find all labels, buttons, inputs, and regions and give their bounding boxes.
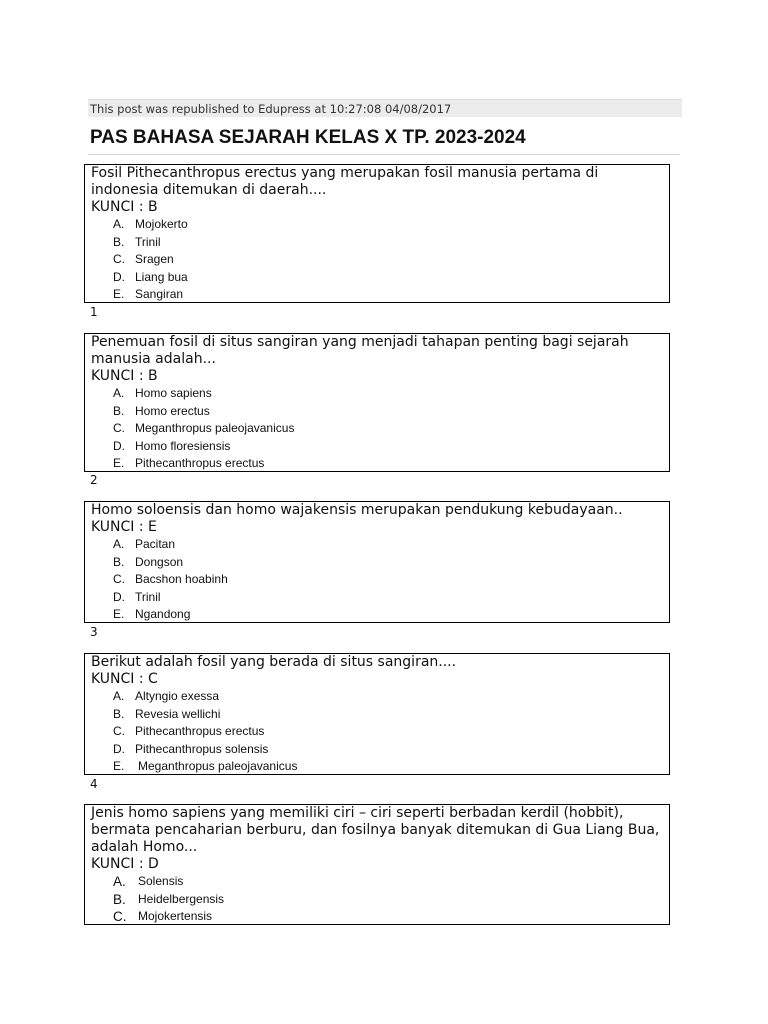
option-text: Solensis xyxy=(138,874,184,888)
option-text: Dongson xyxy=(135,554,184,569)
option-text: Meganthropus paleojavanicus xyxy=(135,421,295,435)
option-item xyxy=(113,286,663,304)
question-number: 3 xyxy=(90,625,98,639)
question-number: 2 xyxy=(90,473,98,487)
option-item xyxy=(113,908,663,926)
option-text: Mojokerto xyxy=(135,217,188,231)
option-text: Heidelbergensis xyxy=(138,891,225,906)
option-item xyxy=(113,589,663,607)
option-list xyxy=(91,536,663,624)
option-text: Sangiran xyxy=(135,287,184,301)
option-letter: D. xyxy=(113,589,125,604)
option-text: Pithecanthropus erectus xyxy=(135,724,265,738)
question-text: Jenis homo sapiens yang memiliki ciri – ciri seperti berbadan kerdil (hobbit), bermata pencaharian berburu, dan fosilnya banyak ditemukan di Gua Liang Bua, adalah Homo... xyxy=(91,805,660,855)
answer-key: KUNCI : C xyxy=(91,671,158,687)
question-number: 1 xyxy=(90,305,98,319)
answer-key: KUNCI : B xyxy=(91,199,158,215)
option-text: Pacitan xyxy=(135,537,176,551)
option-item xyxy=(113,216,663,234)
option-item xyxy=(113,741,663,759)
option-item xyxy=(113,251,663,269)
option-text: Mojokertensis xyxy=(138,909,213,923)
option-text: Bacshon hoabinh xyxy=(135,572,228,586)
question-box-5 xyxy=(84,804,670,925)
answer-key: KUNCI : E xyxy=(91,519,157,535)
option-text: Trinil xyxy=(135,589,161,604)
option-letter: A. xyxy=(113,689,125,703)
option-letter: B. xyxy=(113,403,125,418)
option-letter: B. xyxy=(113,554,125,569)
option-item xyxy=(113,706,663,724)
option-text: Homo floresiensis xyxy=(135,438,231,453)
option-text: Meganthropus paleojavanicus xyxy=(138,759,298,773)
answer-key: KUNCI : D xyxy=(91,856,159,872)
option-item xyxy=(113,536,663,554)
title-divider xyxy=(88,154,680,155)
option-letter: C. xyxy=(113,909,127,924)
option-text: Pithecanthropus erectus xyxy=(135,456,265,470)
option-text: Sragen xyxy=(135,252,174,266)
question-text: Penemuan fosil di situs sangiran yang menjadi tahapan penting bagi sejarah manusia adalah... xyxy=(91,334,629,367)
option-text: Revesia wellichi xyxy=(135,706,221,721)
option-item xyxy=(113,455,663,473)
option-letter: A. xyxy=(113,386,125,400)
option-item xyxy=(113,234,663,252)
option-list xyxy=(91,873,663,926)
option-list xyxy=(91,216,663,304)
option-item xyxy=(113,420,663,438)
option-letter: A. xyxy=(113,217,125,231)
option-letter: E. xyxy=(113,607,125,621)
option-letter: E. xyxy=(113,759,125,773)
option-item xyxy=(113,554,663,572)
option-item xyxy=(113,438,663,456)
option-item xyxy=(113,891,663,909)
option-letter: C. xyxy=(113,421,125,435)
question-box-2 xyxy=(84,333,670,472)
option-item xyxy=(113,269,663,287)
option-letter: C. xyxy=(113,572,125,586)
question-number: 4 xyxy=(90,777,98,791)
option-letter: A. xyxy=(113,537,125,551)
option-list xyxy=(91,688,663,776)
question-text: Fosil Pithecanthropus erectus yang merupakan fosil manusia pertama di indonesia ditemukan di daerah.... xyxy=(91,165,599,198)
page-title: PAS BAHASA SEJARAH KELAS X TP. 2023-2024 xyxy=(90,127,526,148)
option-item xyxy=(113,571,663,589)
question-text: Berikut adalah fosil yang berada di situs sangiran.... xyxy=(91,654,457,670)
option-letter: D. xyxy=(113,438,125,453)
option-letter: C. xyxy=(113,724,125,738)
option-letter: B. xyxy=(113,891,126,907)
option-text: Trinil xyxy=(135,234,161,249)
option-item xyxy=(113,385,663,403)
option-item xyxy=(113,606,663,624)
question-text: Homo soloensis dan homo wajakensis merupakan pendukung kebudayaan.. xyxy=(91,502,623,518)
option-text: Liang bua xyxy=(135,269,188,284)
answer-key: KUNCI : B xyxy=(91,368,158,384)
option-letter: D. xyxy=(113,269,125,284)
question-box-4 xyxy=(84,653,670,775)
option-text: Pithecanthropus solensis xyxy=(135,741,269,756)
option-item xyxy=(113,758,663,776)
option-item xyxy=(113,723,663,741)
question-box-1 xyxy=(84,164,670,303)
option-item xyxy=(113,403,663,421)
republish-notice: This post was republished to Edupress at 10:27:08 04/08/2017 xyxy=(88,99,682,117)
option-letter: E. xyxy=(113,287,125,301)
option-text: Homo sapiens xyxy=(135,386,212,400)
question-box-3 xyxy=(84,501,670,623)
option-text: Altyngio exessa xyxy=(135,689,220,703)
option-letter: C. xyxy=(113,252,125,266)
option-list xyxy=(91,385,663,473)
option-item xyxy=(113,873,663,891)
option-letter: E. xyxy=(113,456,125,470)
option-letter: B. xyxy=(113,234,125,249)
option-letter: D. xyxy=(113,741,125,756)
option-text: Ngandong xyxy=(135,607,191,621)
option-letter: A. xyxy=(113,874,126,889)
option-item xyxy=(113,688,663,706)
option-text: Homo erectus xyxy=(135,403,210,418)
option-letter: B. xyxy=(113,706,125,721)
